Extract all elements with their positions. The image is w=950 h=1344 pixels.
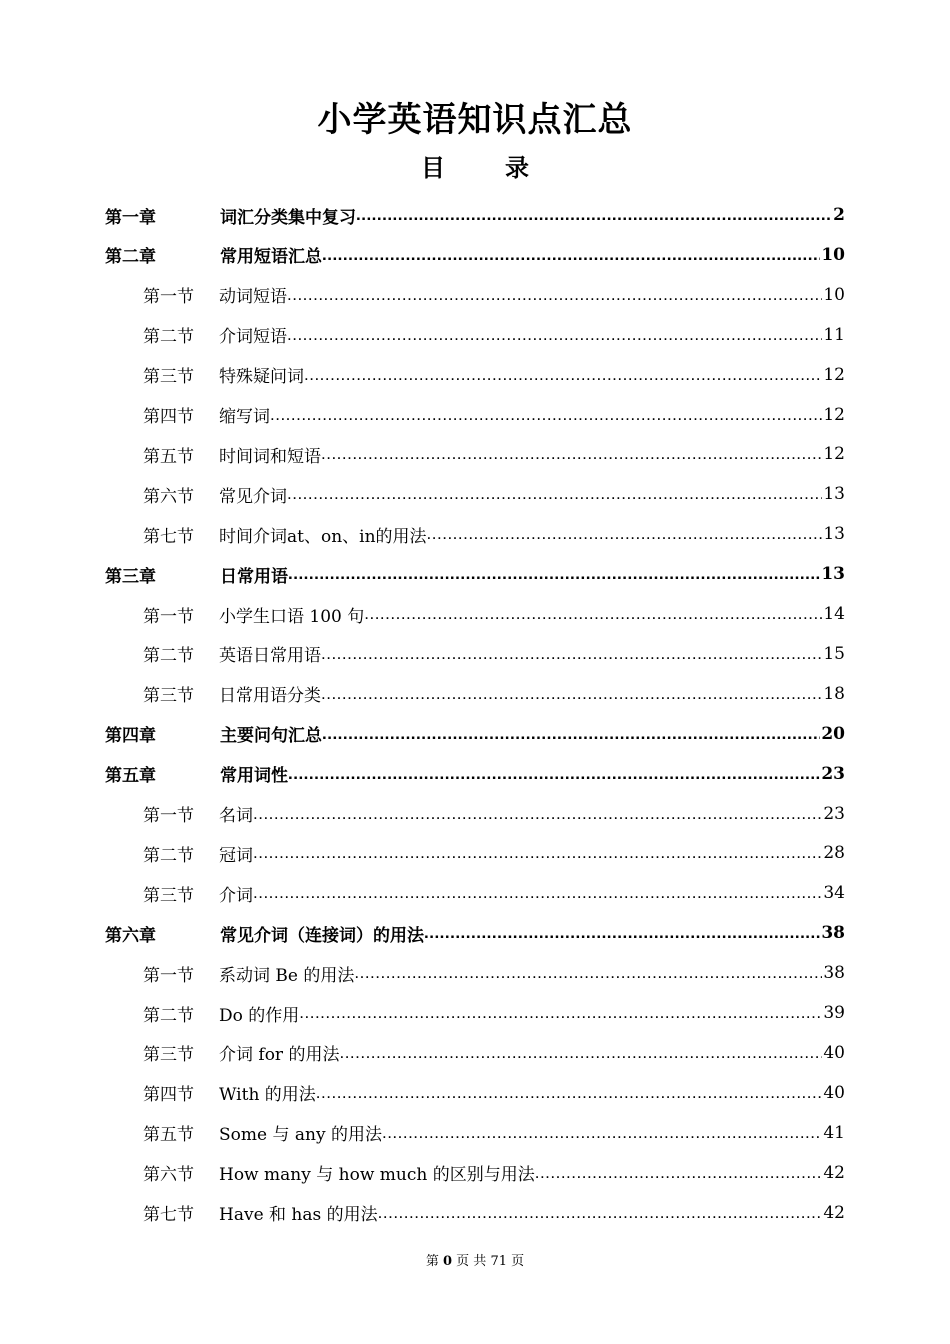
toc-section-entry[interactable] — [143, 275, 845, 315]
toc-dot-leader — [322, 724, 820, 744]
toc-entry-page: 2 — [833, 205, 845, 225]
toc-entry-title: 日常用语分类 — [219, 686, 321, 707]
toc-entry-page: 38 — [821, 923, 845, 944]
toc-entry-title: 词汇分类集中复习 — [220, 207, 356, 228]
toc-dot-leader — [288, 764, 820, 784]
toc-section-entry[interactable] — [143, 395, 845, 435]
footer-label-middle: 页 共 — [456, 1254, 487, 1269]
toc-entry-number: 第四章 — [105, 726, 156, 747]
toc-entry-page: 11 — [823, 324, 845, 345]
toc-entry-number: 第一章 — [105, 207, 156, 228]
toc-dot-leader — [270, 405, 822, 425]
toc-entry-title: 常用短语汇总 — [220, 247, 322, 268]
toc-entry-number: 第六章 — [105, 925, 156, 946]
toc-entry-number: 第二节 — [143, 327, 194, 348]
footer-total-pages: 71 — [490, 1254, 507, 1269]
toc-dot-leader — [287, 484, 822, 504]
toc-entry-page: 18 — [823, 683, 845, 704]
toc-entry-title: 冠词 — [219, 845, 253, 866]
toc-dot-leader — [287, 285, 822, 305]
toc-entry-number: 第一节 — [143, 965, 194, 986]
toc-entry-number: 第二章 — [105, 247, 156, 268]
toc-dot-leader — [287, 325, 822, 345]
toc-dot-leader — [382, 1123, 822, 1143]
toc-dot-leader — [321, 444, 822, 464]
toc-entry-page: 13 — [821, 564, 845, 585]
toc-entry-page: 10 — [823, 284, 845, 305]
toc-entry-page: 13 — [823, 524, 845, 545]
toc-entry-page: 23 — [821, 763, 845, 784]
toc-entry-page: 40 — [823, 1042, 845, 1063]
toc-section-entry[interactable] — [143, 873, 845, 913]
toc-section-entry[interactable] — [143, 833, 845, 873]
toc-entry-title: 日常用语 — [220, 566, 288, 587]
toc-entry-number: 第四节 — [143, 407, 194, 427]
toc-section-entry[interactable] — [143, 434, 845, 474]
toc-entry-page: 12 — [823, 364, 845, 385]
toc-entry-title: 时间词和短语 — [219, 446, 321, 467]
toc-dot-leader — [304, 365, 822, 385]
toc-section-entry[interactable] — [143, 1113, 845, 1153]
toc-entry-page: 10 — [821, 244, 845, 265]
toc-heading — [0, 148, 950, 183]
toc-dot-leader — [427, 524, 823, 544]
toc-entry-page: 14 — [823, 604, 845, 624]
toc-entry-title: 常见介词 — [219, 486, 287, 507]
toc-dot-leader — [356, 205, 832, 225]
toc-section-entry[interactable] — [143, 1033, 845, 1073]
toc-entry-number: 第三章 — [105, 566, 156, 587]
toc-entry-page: 42 — [823, 1162, 845, 1183]
toc-section-entry[interactable] — [143, 514, 845, 554]
toc-entry-title: 主要问句汇总 — [220, 726, 322, 747]
footer-label-before: 第 — [425, 1254, 439, 1269]
toc-dot-leader — [535, 1163, 823, 1183]
toc-dot-leader — [253, 843, 822, 863]
toc-entry-title: 常见介词（连接词）的用法 — [220, 925, 424, 946]
toc-dot-leader — [321, 644, 822, 664]
toc-entry-number: 第五节 — [143, 446, 194, 467]
toc-section-entry[interactable] — [143, 1153, 845, 1193]
toc-dot-leader — [253, 883, 822, 903]
toc-chapter-entry[interactable] — [105, 754, 845, 794]
toc-entry-number: 第一节 — [143, 606, 194, 627]
toc-entry-title: 介词 for 的用法 — [219, 1045, 340, 1066]
document-title: 小学英语知识点汇总 — [317, 100, 633, 140]
toc-entry-title: 动词短语 — [219, 287, 287, 308]
toc-chapter-entry[interactable] — [105, 195, 845, 235]
toc-section-entry[interactable] — [143, 953, 845, 993]
toc-entry-number: 第三节 — [143, 1045, 194, 1066]
toc-dot-leader — [424, 923, 820, 943]
toc-section-entry[interactable] — [143, 474, 845, 514]
toc-entry-page: 41 — [823, 1122, 845, 1143]
toc-entry-title: 特殊疑问词 — [219, 367, 304, 388]
toc-section-entry[interactable] — [143, 355, 845, 395]
toc-heading-right: 录 — [505, 153, 529, 182]
toc-section-entry[interactable] — [143, 634, 845, 674]
toc-entry-number: 第二节 — [143, 845, 194, 866]
toc-entry-title: Do 的作用 — [219, 1005, 300, 1026]
toc-dot-leader — [288, 564, 820, 584]
toc-dot-leader — [354, 963, 822, 983]
toc-entry-number: 第三节 — [143, 885, 194, 906]
toc-heading-left: 目 — [421, 153, 445, 182]
toc-section-entry[interactable] — [143, 315, 845, 355]
toc-entry-number: 第六节 — [143, 1165, 194, 1186]
toc-entry-title: 名词 — [219, 806, 253, 826]
toc-entry-number: 第二节 — [143, 1005, 194, 1026]
toc-entry-number: 第五章 — [105, 766, 156, 787]
footer-current-page: 0 — [442, 1254, 453, 1269]
toc-entry-number: 第七节 — [143, 526, 194, 547]
toc-entry-title: With 的用法 — [219, 1085, 316, 1106]
toc-entry-title: 英语日常用语 — [219, 646, 321, 667]
toc-entry-page: 23 — [823, 803, 845, 824]
page-footer — [0, 1250, 950, 1269]
toc-entry-title: Some 与 any 的用法 — [219, 1125, 382, 1146]
toc-entry-page: 13 — [823, 484, 845, 505]
toc-entry-title: 介词 — [219, 885, 253, 906]
toc-entry-page: 34 — [823, 883, 845, 904]
toc-entry-page: 12 — [823, 404, 845, 425]
toc-section-entry[interactable] — [143, 594, 845, 634]
toc-entry-page: 42 — [823, 1202, 845, 1223]
toc-entry-number: 第四节 — [143, 1085, 194, 1106]
toc-entry-title: 介词短语 — [219, 327, 287, 348]
toc-dot-leader — [364, 604, 822, 624]
toc-dot-leader — [321, 684, 822, 704]
toc-section-entry[interactable] — [143, 993, 845, 1033]
toc-entry-number: 第一节 — [143, 806, 194, 826]
toc-dot-leader — [378, 1203, 823, 1223]
toc-entry-number: 第五节 — [143, 1125, 194, 1146]
toc-chapter-entry[interactable] — [105, 714, 845, 754]
toc-entry-number: 第三节 — [143, 686, 194, 707]
toc-entry-title: 系动词 Be 的用法 — [219, 965, 355, 986]
toc-entry-page: 38 — [823, 963, 845, 984]
toc-entry-page: 12 — [823, 444, 845, 465]
toc-entry-page: 28 — [823, 843, 845, 864]
toc-entry-number: 第二节 — [143, 646, 194, 667]
toc-entry-page: 15 — [823, 643, 845, 664]
toc-entry-number: 第七节 — [143, 1205, 194, 1225]
toc-chapter-entry[interactable] — [105, 235, 845, 275]
toc-section-entry[interactable] — [143, 674, 845, 714]
footer-label-after: 页 — [511, 1254, 525, 1269]
toc-entry-title: 时间介词at、on、in的用法 — [219, 526, 427, 547]
toc-dot-leader — [339, 1043, 822, 1063]
toc-entry-number: 第一节 — [143, 287, 194, 308]
toc-entry-title: How many 与 how much 的区别与用法 — [219, 1165, 535, 1186]
toc-chapter-entry[interactable] — [105, 913, 845, 953]
toc-dot-leader — [322, 245, 820, 265]
toc-entry-title: 缩写词 — [219, 407, 270, 427]
toc-section-entry[interactable] — [143, 1073, 845, 1113]
toc-entry-title: Have 和 has 的用法 — [219, 1205, 378, 1225]
toc-chapter-entry[interactable] — [105, 554, 845, 594]
toc-entry-number: 第三节 — [143, 367, 194, 388]
toc-dot-leader — [299, 1003, 822, 1023]
toc-entry-title: 小学生口语 100 句 — [219, 606, 365, 627]
toc-entry-page: 20 — [821, 723, 845, 744]
toc-entry-title: 常用词性 — [220, 766, 288, 787]
toc-dot-leader — [316, 1083, 823, 1103]
toc-section-entry[interactable] — [143, 1193, 845, 1233]
toc-entry-page: 40 — [823, 1082, 845, 1103]
toc-entry-number: 第六节 — [143, 486, 194, 507]
toc-entry-page: 39 — [823, 1003, 845, 1023]
toc-dot-leader — [253, 804, 822, 824]
toc-section-entry[interactable] — [143, 794, 845, 834]
